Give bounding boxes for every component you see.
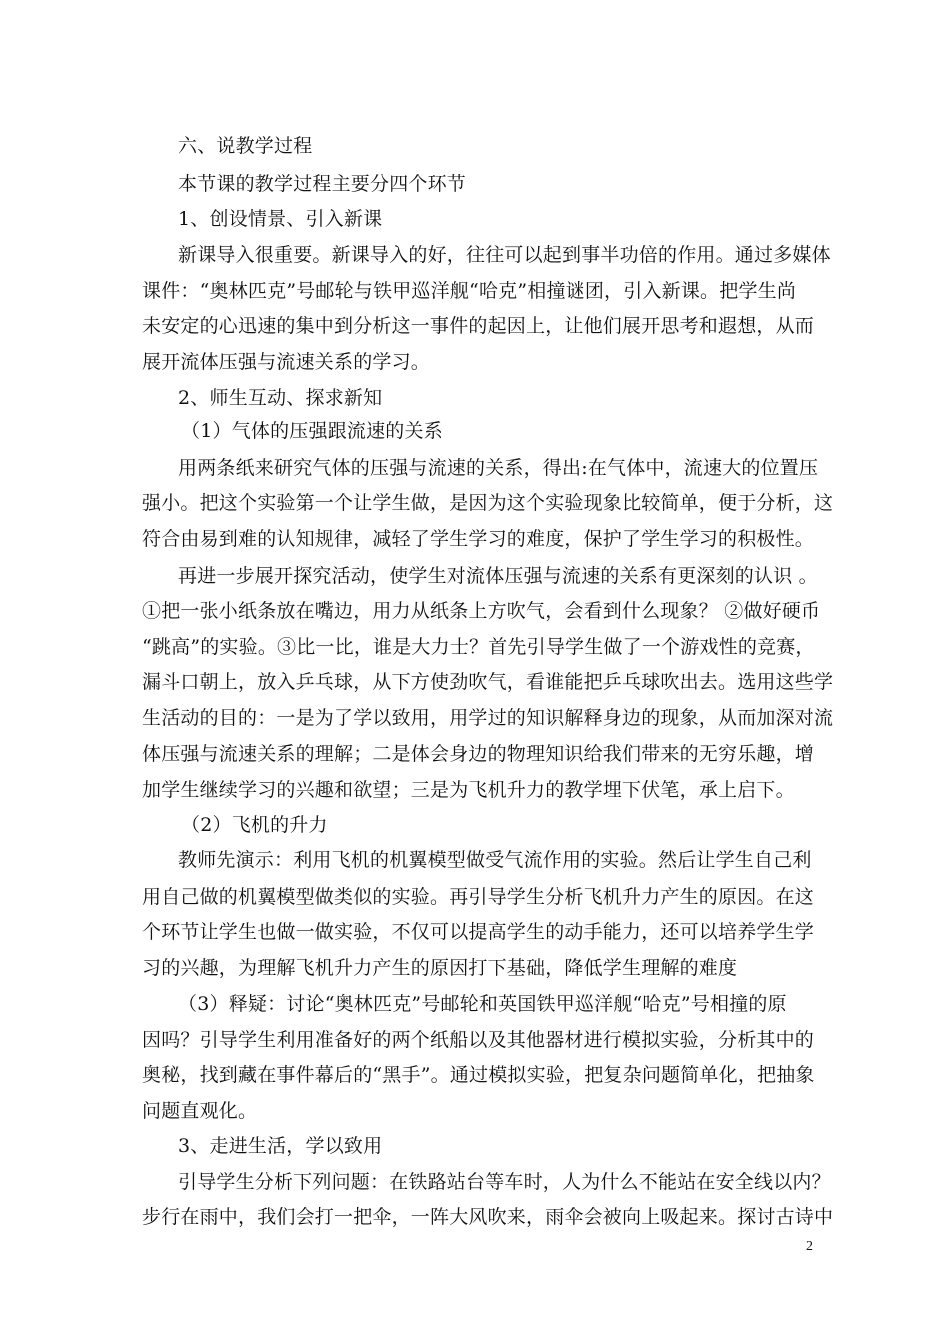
subsection-heading: （1）气体的压强跟流速的关系	[181, 420, 443, 442]
paragraph-line: 用自己做的机翼模型做类似的实验。再引导学生分析飞机升力产生的原因。在这	[142, 886, 815, 908]
paragraph-line: 符合由易到难的认知规律，减轻了学生学习的难度，保护了学生学习的积极性。	[142, 528, 815, 550]
paragraph-line: 教师先演示：利用飞机的机翼模型做受气流作用的实验。然后让学生自己利	[178, 849, 812, 871]
paragraph-line: ①把一张小纸条放在嘴边，用力从纸条上方吹气，会看到什么现象？ ②做好硬币	[142, 600, 821, 622]
paragraph-line: 生活动的目的：一是为了学以致用，用学过的知识解释身边的现象，从而加深对流	[142, 707, 834, 729]
paragraph-line: “跳高”的实验。③比一比，谁是大力士？首先引导学生做了一个游戏性的竞赛，	[142, 636, 815, 658]
paragraph-line: 用两条纸来研究气体的压强与流速的关系，得出:在气体中，流速大的位置压	[178, 457, 819, 479]
paragraph-line: 因吗？引导学生利用准备好的两个纸船以及其他器材进行模拟实验，分析其中的	[142, 1029, 815, 1051]
paragraph-line: 课件：“奥林匹克”号邮轮与铁甲巡洋舰“哈克”相撞谜团，引入新课。把学生尚	[142, 280, 797, 302]
paragraph-line: 加学生继续学习的兴趣和欲望；三是为飞机升力的教学埋下伏笔，承上启下。	[142, 779, 795, 801]
paragraph-line: 引导学生分析下列问题：在铁路站台等车时，人为什么不能站在安全线以内？	[178, 1171, 831, 1193]
paragraph-line: 步行在雨中，我们会打一把伞，一阵大风吹来，雨伞会被向上吸起来。探讨古诗中	[142, 1206, 834, 1228]
paragraph-line: 习的兴趣，为理解飞机升力产生的原因打下基础，降低学生理解的难度	[142, 957, 738, 979]
paragraph-line: 本节课的教学过程主要分四个环节	[178, 173, 467, 195]
subsection-heading: （2）飞机的升力	[181, 814, 328, 836]
paragraph-line: （3）释疑：讨论“奥林匹克”号邮轮和英国铁甲巡洋舰“哈克”号相撞的原	[178, 993, 787, 1015]
paragraph-line: 展开流体压强与流速关系的学习。	[142, 351, 431, 373]
subsection-heading: 1、创设情景、引入新课	[178, 208, 383, 230]
paragraph-line: 未安定的心迅速的集中到分析这一事件的起因上，让他们展开思考和遐想，从而	[142, 315, 815, 337]
subsection-heading: 3、走进生活，学以致用	[178, 1135, 383, 1157]
paragraph-line: 个环节让学生也做一做实验，不仅可以提高学生的动手能力，还可以培养学生学	[142, 921, 815, 943]
paragraph-line: 问题直观化。	[142, 1100, 258, 1122]
paragraph-line: 体压强与流速关系的理解；二是体会身边的物理知识给我们带来的无穷乐趣，增	[142, 743, 815, 765]
paragraph-line: 漏斗口朝上，放入乒乓球，从下方使劲吹气，看谁能把乒乓球吹出去。选用这些学	[142, 671, 834, 693]
subsection-heading: 2、师生互动、探求新知	[178, 387, 383, 409]
page-number: 2	[806, 1239, 813, 1254]
paragraph-line: 新课导入很重要。新课导入的好，往往可以起到事半功倍的作用。通过多媒体	[178, 244, 831, 266]
paragraph-line: 奥秘，找到藏在事件幕后的“黑手”。通过模拟实验，把复杂问题简单化，把抽象	[142, 1064, 815, 1086]
paragraph-line: 再进一步展开探究活动，使学生对流体压强与流速的关系有更深刻的认识 。	[178, 565, 818, 587]
section-heading: 六、说教学过程	[178, 135, 313, 157]
paragraph-line: 强小。把这个实验第一个让学生做，是因为这个实验现象比较简单，便于分析，这	[142, 492, 834, 514]
